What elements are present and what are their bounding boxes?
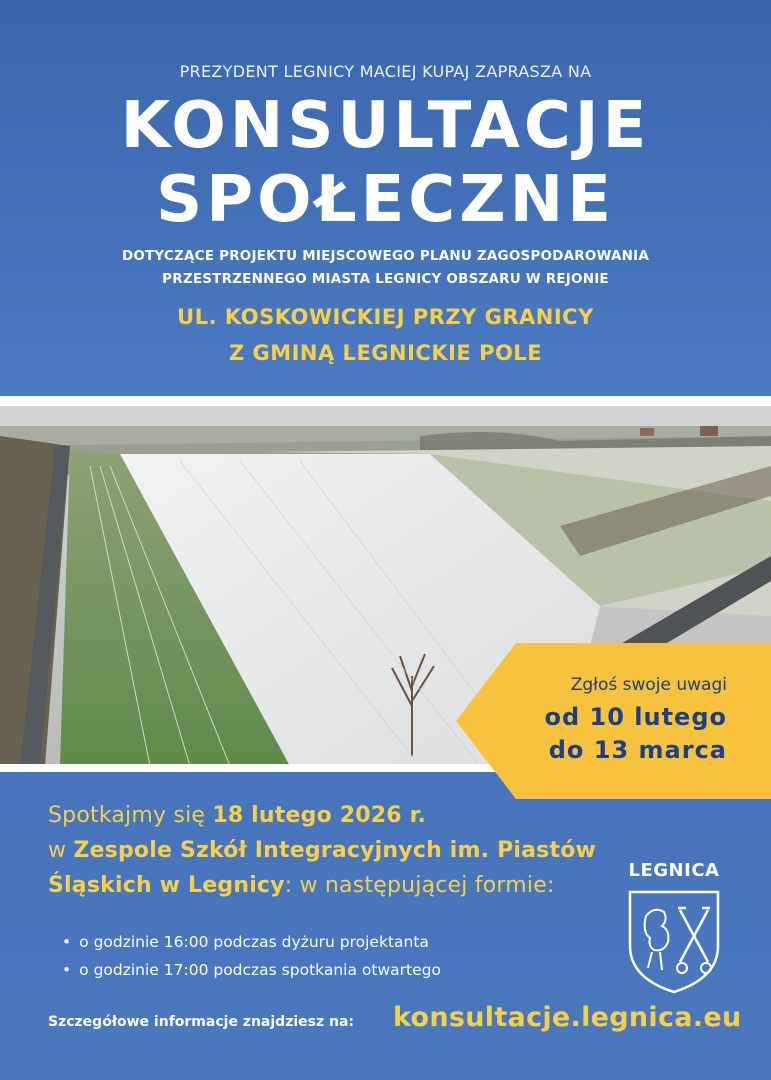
meeting-place-prefix: w bbox=[48, 838, 74, 863]
location-line-1: UL. KOSKOWICKIEJ PRZY GRANICY bbox=[177, 305, 594, 329]
meeting-form: : w następującej formie: bbox=[284, 873, 555, 898]
schedule-item: • o godzinie 17:00 podczas spotkania otwartego bbox=[62, 956, 441, 984]
meeting-line-1 bbox=[48, 803, 426, 828]
meeting-date: 18 lutego 2026 r. bbox=[212, 803, 427, 828]
title-line-2: SPOŁECZNE bbox=[156, 163, 615, 237]
meeting-prefix: Spotkajmy się bbox=[48, 803, 213, 828]
schedule-list bbox=[62, 928, 441, 984]
badge-line-3: do 13 marca bbox=[548, 736, 727, 764]
title-line-1: KONSULTACJE bbox=[120, 89, 651, 163]
website-link[interactable]: konsultacje.legnica.eu bbox=[393, 1002, 742, 1033]
meeting-place: Zespole Szkół Integracyjnych im. Piastów bbox=[73, 838, 597, 863]
location-line-2: Z GMINĄ LEGNICKIE POLE bbox=[228, 341, 543, 365]
photo-top-border bbox=[0, 396, 771, 406]
header-section bbox=[0, 0, 771, 396]
description-line-1: DOTYCZĄCE PROJEKTU MIEJSCOWEGO PLANU ZAGOSPODAROWANIA bbox=[121, 248, 650, 264]
details-label: Szczegółowe informacje znajdziesz na: bbox=[48, 1014, 355, 1030]
meeting-line-2 bbox=[48, 838, 596, 863]
schedule-item: • o godzinie 16:00 podczas dyżuru projektanta bbox=[62, 928, 441, 956]
invite-line: PREZYDENT LEGNICY MACIEJ KUPAJ ZAPRASZA NA bbox=[179, 62, 592, 81]
legnica-logo bbox=[624, 860, 724, 995]
coat-of-arms-icon bbox=[624, 886, 724, 996]
meeting-place-continued: Śląskich w Legnicy bbox=[48, 873, 285, 898]
logo-text: LEGNICA bbox=[628, 860, 720, 881]
description-line-2: PRZESTRZENNEGO MIASTA LEGNICY OBSZARU W REJONIE bbox=[162, 271, 609, 287]
meeting-line-3 bbox=[48, 873, 555, 898]
badge-line-2: od 10 lutego bbox=[544, 703, 727, 731]
badge-line-1: Zgłoś swoje uwagi bbox=[570, 675, 727, 695]
deadline-badge bbox=[456, 643, 771, 799]
